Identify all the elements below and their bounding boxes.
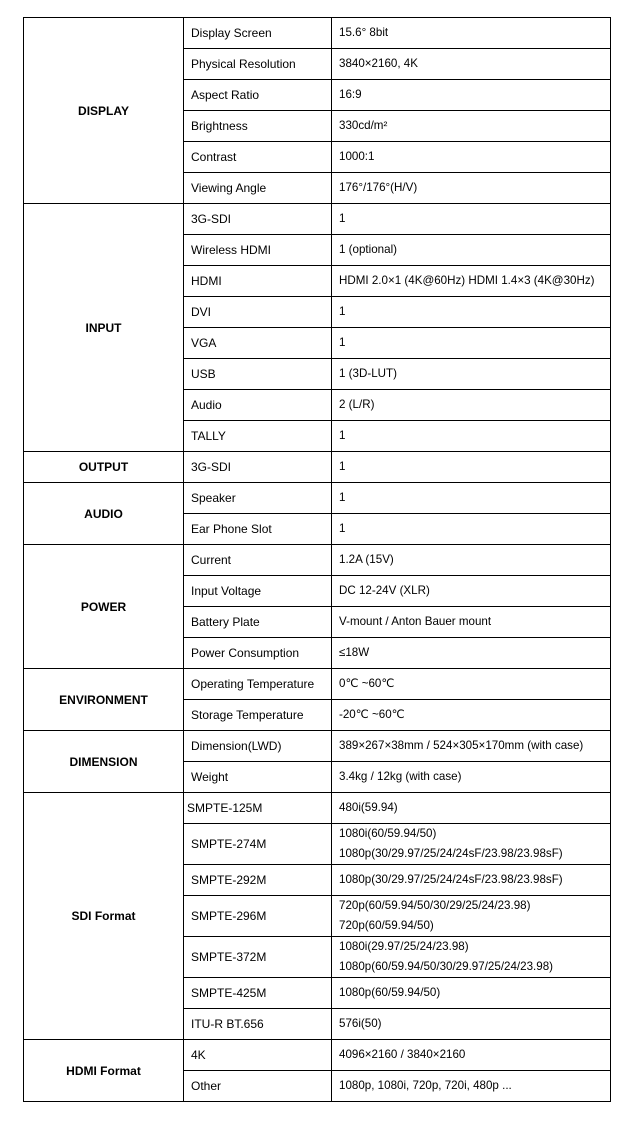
spec-row-audio-speaker [24, 483, 611, 514]
spec-value-line: 1.2A (15V) [339, 553, 394, 566]
spec-value-line: 2 (L/R) [339, 398, 375, 411]
group-label-sdi-format: SDI Format [24, 793, 184, 1040]
spec-row-display-display-screen [24, 18, 611, 49]
spec-row-hdmi-format-4k [24, 1040, 611, 1071]
spec-label: SMPTE-425M [184, 978, 332, 1009]
group-label-environment: ENVIRONMENT [24, 669, 184, 731]
spec-value-line: 576i(50) [339, 1017, 382, 1030]
spec-label: SMPTE-292M [184, 865, 332, 896]
group-label-input: INPUT [24, 204, 184, 452]
spec-value [332, 18, 611, 49]
spec-label: Speaker [184, 483, 332, 514]
spec-value [332, 111, 611, 142]
group-label-power: POWER [24, 545, 184, 669]
spec-value [332, 576, 611, 607]
spec-value-line: 1 [339, 429, 346, 442]
spec-label: Operating Temperature [184, 669, 332, 700]
spec-value-line: 720p(60/59.94/50) [339, 919, 434, 932]
spec-value [332, 824, 611, 865]
spec-label: Storage Temperature [184, 700, 332, 731]
spec-value-line: 1080i(60/59.94/50) [339, 827, 437, 840]
spec-label: SMPTE-296M [184, 896, 332, 937]
spec-value-line: DC 12-24V (XLR) [339, 584, 430, 597]
spec-value [332, 80, 611, 111]
spec-value-line: 3.4kg / 12kg (with case) [339, 770, 462, 783]
spec-value [332, 452, 611, 483]
spec-value-line: 1 [339, 460, 346, 473]
spec-value [332, 1009, 611, 1040]
spec-table [23, 17, 611, 1102]
spec-value [332, 421, 611, 452]
spec-value [332, 390, 611, 421]
spec-label: SMPTE-372M [184, 937, 332, 978]
spec-table-body [24, 18, 611, 1102]
spec-value-line: 1080p(30/29.97/25/24/24sF/23.98/23.98sF) [339, 873, 563, 886]
spec-label: Display Screen [184, 18, 332, 49]
group-label-hdmi-format: HDMI Format [24, 1040, 184, 1102]
spec-label: Contrast [184, 142, 332, 173]
spec-value [332, 669, 611, 700]
spec-value-line: 1 [339, 491, 346, 504]
spec-value-line: 1080p(60/59.94/50) [339, 986, 441, 999]
spec-label: Current [184, 545, 332, 576]
spec-value-line: 480i(59.94) [339, 801, 398, 814]
spec-label: Power Consumption [184, 638, 332, 669]
spec-value-line: 1 [339, 336, 346, 349]
spec-row-sdi-format-smpte-125m [24, 793, 611, 824]
spec-value-line: 330cd/m² [339, 119, 388, 132]
group-label-audio: AUDIO [24, 483, 184, 545]
spec-value-line: V-mount / Anton Bauer mount [339, 615, 492, 628]
spec-value-line: 1 [339, 212, 346, 225]
spec-value-line: HDMI 2.0×1 (4K@60Hz) HDMI 1.4×3 (4K@30Hz) [339, 274, 595, 287]
spec-value [332, 266, 611, 297]
spec-value-line: 389×267×38mm / 524×305×170mm (with case) [339, 739, 584, 752]
spec-value-line: 1000:1 [339, 150, 375, 163]
spec-value-line: 1 [339, 522, 346, 535]
spec-value-line: 15.6° 8bit [339, 26, 389, 39]
spec-value-line: 16:9 [339, 88, 362, 101]
spec-value [332, 204, 611, 235]
spec-value [332, 793, 611, 824]
spec-value [332, 937, 611, 978]
spec-value-line: ≤18W [339, 646, 370, 659]
spec-value [332, 978, 611, 1009]
spec-label: VGA [184, 328, 332, 359]
spec-label: Brightness [184, 111, 332, 142]
spec-label: HDMI [184, 266, 332, 297]
spec-label: Aspect Ratio [184, 80, 332, 111]
group-label-display: DISPLAY [24, 18, 184, 204]
spec-label: 3G-SDI [184, 204, 332, 235]
spec-label: Weight [184, 762, 332, 793]
spec-value [332, 235, 611, 266]
spec-label: TALLY [184, 421, 332, 452]
spec-value [332, 1040, 611, 1071]
spec-label: DVI [184, 297, 332, 328]
spec-label: Wireless HDMI [184, 235, 332, 266]
spec-row-dimension-dimension-lwd [24, 731, 611, 762]
spec-value-line: 1 (3D-LUT) [339, 367, 397, 380]
spec-value [332, 865, 611, 896]
spec-value-line: 720p(60/59.94/50/30/29/25/24/23.98) [339, 899, 531, 912]
spec-label: Viewing Angle [184, 173, 332, 204]
spec-value [332, 514, 611, 545]
spec-value [332, 142, 611, 173]
spec-value-line: 176°/176°(H/V) [339, 181, 418, 194]
spec-label: SMPTE-274M [184, 824, 332, 865]
spec-value-line: 0℃ ~60℃ [339, 677, 395, 690]
spec-value [332, 328, 611, 359]
spec-value [332, 896, 611, 937]
spec-value [332, 1071, 611, 1102]
spec-value-line: 1080p(60/59.94/50/30/29.97/25/24/23.98) [339, 960, 554, 973]
spec-value-line: -20℃ ~60℃ [339, 708, 405, 721]
spec-value [332, 483, 611, 514]
spec-row-environment-operating-temperature [24, 669, 611, 700]
spec-value-line: 1 (optional) [339, 243, 398, 256]
group-label-dimension: DIMENSION [24, 731, 184, 793]
spec-value [332, 359, 611, 390]
spec-value [332, 545, 611, 576]
spec-label: Input Voltage [184, 576, 332, 607]
spec-value [332, 49, 611, 80]
spec-value [332, 700, 611, 731]
spec-value-line: 1 [339, 305, 346, 318]
spec-label: Physical Resolution [184, 49, 332, 80]
spec-label: Ear Phone Slot [184, 514, 332, 545]
spec-value [332, 731, 611, 762]
spec-value [332, 607, 611, 638]
spec-value-line: 1080p(30/29.97/25/24/24sF/23.98/23.98sF) [339, 847, 563, 860]
spec-value [332, 638, 611, 669]
spec-label: 3G-SDI [184, 452, 332, 483]
spec-label: USB [184, 359, 332, 390]
spec-value-line: 3840×2160, 4K [339, 57, 418, 70]
spec-label: Battery Plate [184, 607, 332, 638]
spec-row-input-3g-sdi [24, 204, 611, 235]
spec-value [332, 762, 611, 793]
spec-label: 4K [184, 1040, 332, 1071]
spec-value-line: 1080p, 1080i, 720p, 720i, 480p ... [339, 1079, 512, 1092]
spec-label: Other [184, 1071, 332, 1102]
spec-label: Dimension(LWD) [184, 731, 332, 762]
spec-row-power-current [24, 545, 611, 576]
spec-label: ITU-R BT.656 [184, 1009, 332, 1040]
spec-label: Audio [184, 390, 332, 421]
spec-row-output-3g-sdi [24, 452, 611, 483]
spec-value-line: 4096×2160 / 3840×2160 [339, 1048, 466, 1061]
spec-value [332, 297, 611, 328]
spec-value-line: 1080i(29.97/25/24/23.98) [339, 940, 469, 953]
group-label-output: OUTPUT [24, 452, 184, 483]
spec-label: SMPTE-125M [184, 793, 332, 824]
spec-value [332, 173, 611, 204]
